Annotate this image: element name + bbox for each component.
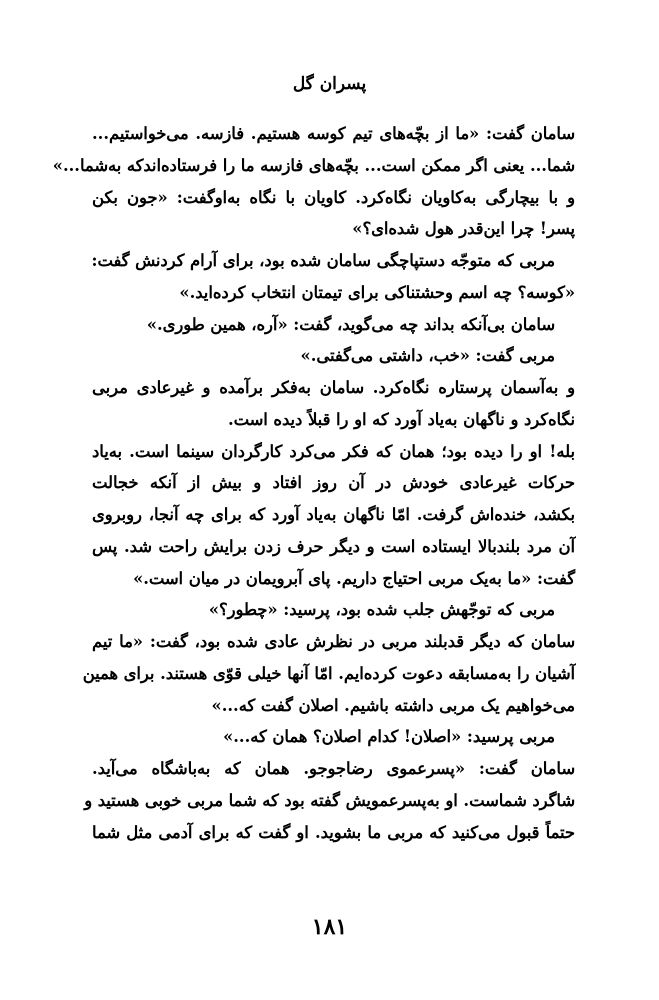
text-line: آشیان را به‌مسابقه دعوت کرده‌ایم. امّا آنها خیلی قوّی هستند. برای همین [82, 663, 575, 683]
text-line: بکشد، خنده‌اش گرفت. امّا ناگهان به‌یاد آورد که برای چه آنجا، روبروی [92, 505, 575, 524]
text-line: می‌خواهیم یک مربی داشته باشیم. اصلان گفت که...» [211, 695, 575, 715]
page-number: ۱۸۱ [311, 914, 348, 940]
text-line: گفت: «ما به‌یک مربی احتیاج داریم. پای آبرویمان در میان است.» [133, 568, 575, 588]
text-line: مربی که توجّهش جلب شده بود، پرسید: «چطور؟» [208, 600, 555, 620]
text-line: و به‌آسمان پرستاره نگاه‌کرد. سامان به‌فکر برآمده و غیرعادی مربی [92, 378, 575, 397]
text-line: مربی گفت: «خب، داشتی می‌گفتی.» [300, 346, 555, 366]
text-line: آن مرد بلندبالا ایستاده است و دیگر حرف زدن برایش راحت شد. پس [92, 536, 575, 556]
text-line: نگاه‌کرد و ناگهان به‌یاد آورد که او را قبلاً دیده است. [227, 409, 575, 429]
text-line: «کوسه؟ چه اسم وحشتناکی برای تیمتان انتخاب کرده‌اید.» [179, 282, 575, 302]
text-line: سامان که دیگر قدبلند مربی در نظرش عادی شده بود، گفت: «ما تیم [92, 632, 575, 651]
text-line: پسر! چرا این‌قدر هول شده‌ای؟» [352, 219, 575, 239]
text-line: مربی که متوجّه دستپاچگی سامان شده بود، برای آرام کردنش گفت: [91, 251, 555, 270]
text-line: سامان بی‌آنکه بداند چه می‌گوید، گفت: «آره، همین طوری.» [146, 314, 555, 334]
body-text [52, 118, 575, 848]
text-line: شاگرد شماست. او به‌پسرعمویش گفته بود که شما مربی خوبی هستید و [84, 790, 575, 810]
text-line: و با بیچارگی به‌کاویان نگاه‌کرد. کاویان با نگاه به‌اوگفت: «جون بکن [92, 187, 575, 207]
running-title: پسران گل [292, 74, 367, 94]
text-line: شما... یعنی اگر ممکن است... بچّه‌های فازسه ما را فرستاده‌اندکه به‌شما...» [52, 155, 575, 175]
text-line: حرکات غیرعادی خودش در آن روز افتاد و بیش از آنکه خجالت [92, 473, 575, 493]
text-line: مربی پرسید: «اصلان! کدام اصلان؟ همان که...» [223, 727, 555, 747]
text-line: سامان گفت: «پسرعموی رضاجوجو. همان که به‌باشگاه می‌آید. [92, 759, 575, 778]
text-line: حتماً قبول می‌کنید که مربی ما بشوید. او گفت که برای آدمی مثل شما [92, 822, 575, 842]
text-line: بله! او را دیده بود؛ همان که فکر می‌کرد کارگردان سینما است. به‌یاد [92, 441, 575, 461]
text-line: سامان گفت: «ما از بچّه‌های تیم کوسه هستیم. فازسه. می‌خواستیم... [92, 124, 575, 143]
